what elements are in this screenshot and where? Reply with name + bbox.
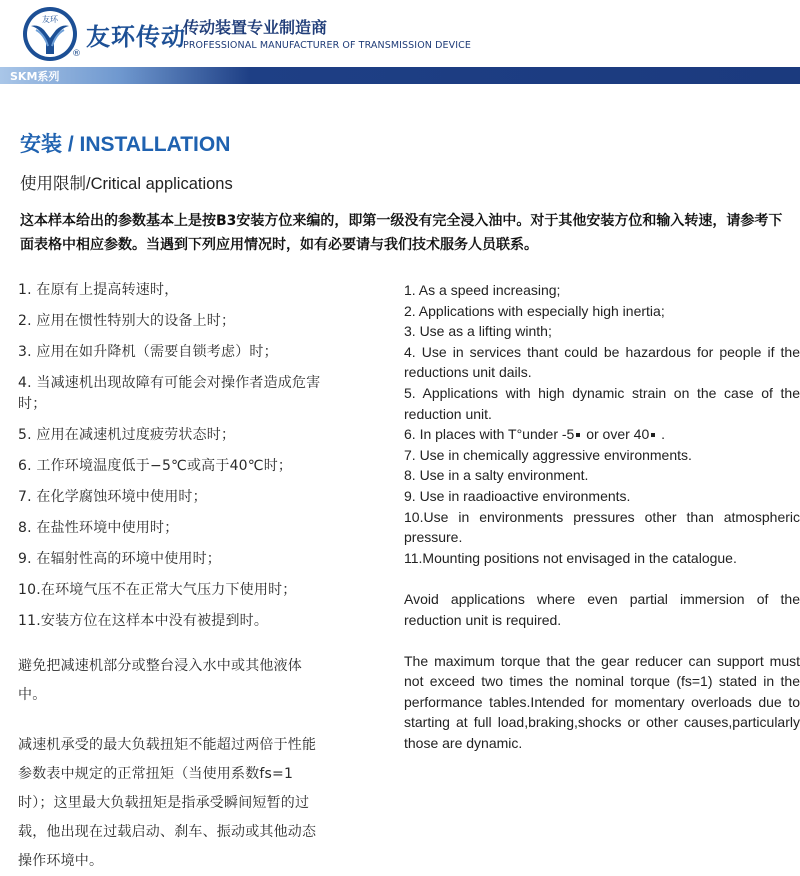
list-item: 10.在环境气压不在正常大气压力下使用时； [18,582,297,598]
brand-logo [22,6,78,62]
list-item: 9. Use in raadioactive environments. [404,487,631,504]
list-item: 2. Applications with especially high inertia; [404,302,665,319]
list-item: 4. Use in services thant could be hazardous for people if the reductions unit dails. [404,343,800,381]
torque-note-en: The maximum torque that the gear reducer can support must not exceed two times the nominal torque (fs=1) stated in the performance tables.Intended for momentary overloads due to starting at full load,braking,shocks or other causes,particularly those are dynamic. [404,652,800,752]
list-item: 5. Applications with high dynamic strain on the case of the reduction unit. [404,384,800,422]
svg-text:友环: 友环 [42,15,58,24]
list-item: 1. As a speed increasing; [404,282,561,298]
tagline-english: PROFESSIONAL MANUFACTURER OF TRANSMISSION DEVICE [183,40,471,51]
list-item: 5. 应用在减速机过度疲劳状态时； [18,427,236,443]
tagline-chinese: 传动装置专业制造商 [183,18,328,37]
series-label: SKM系列 [10,70,60,83]
list-item-temperature [404,424,800,445]
immersion-note: 避免把减速机部分或整台浸入水中或其他液体中。 [18,658,302,703]
list-item: 8. 在盐性环境中使用时； [18,520,179,536]
list-item: 9. 在辐射性高的环境中使用时； [18,551,222,567]
intro-paragraph: 这本样本给出的参数基本上是按B3安装方位来编的，即第一级没有完全浸入油中。对于其他安装方位和输入转速，请参考下面表格中相应参数。当遇到下列应用情况时，如有必要请与我们技术服务人员联系。 [20,213,783,253]
torque-note: 减速机承受的最大负载扭矩不能超过两倍于性能参数表中规定的正常扭矩（当使用系数fs=1时）；这里最大负载扭矩是指承受瞬间短暂的过载，他出现在过载启动、刹车、振动或其他动态操作环境中。 [18,737,317,869]
immersion-note-en: Avoid applications where even partial immersion of the reduction unit is required. [404,590,800,628]
list-item: 1. 在原有上提高转速时， [18,282,179,298]
temperature-tail: . [657,426,666,443]
section-subtitle: 使用限制/Critical applications [20,175,233,193]
page-header [0,0,800,68]
english-column [404,280,800,754]
list-item: 3. 应用在如升降机（需要自锁考虑）时； [18,344,278,360]
list-item: 2. 应用在惯性特别大的设备上时； [18,313,236,329]
list-item: 4. 当减速机出现故障有可能会对操作者造成危害时； [18,375,321,412]
series-bar [0,67,800,84]
temperature-lead: 6. In places with T°under -5 [404,426,575,443]
list-item: 7. Use in chemically aggressive environments. [404,446,692,463]
list-item: 11.安装方位在这样本中没有被提到时。 [18,613,269,629]
list-item: 8. Use in a salty environment. [404,467,589,484]
temperature-mid: or over 40 [582,426,650,443]
list-item: 11.Mounting positions not envisaged in the catalogue. [404,549,737,566]
degree-symbol-icon [651,433,655,437]
list-item: 10.Use in environments pressures other than atmospheric pressure. [404,508,800,546]
brand-name: 友环传动 [86,23,186,51]
section-title: 安装 / INSTALLATION [20,133,231,156]
list-item: 7. 在化学腐蚀环境中使用时； [18,489,207,505]
list-item: 6. 工作环境温度低于−5℃或高于40℃时； [18,458,293,474]
chinese-column [18,280,328,876]
degree-symbol-icon [576,433,580,437]
registered-mark: ® [72,49,81,59]
list-item: 3. Use as a lifting winth; [404,323,552,340]
